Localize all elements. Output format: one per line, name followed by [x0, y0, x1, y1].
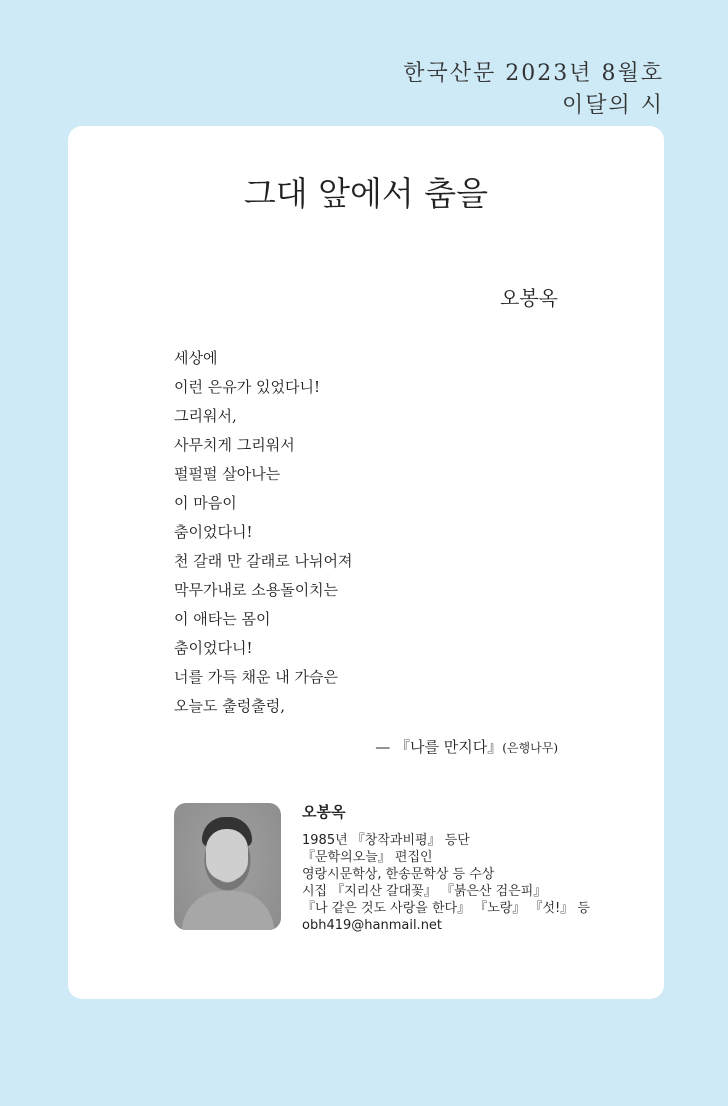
poem-line: 춤이었다니!	[174, 639, 253, 657]
poem-line: 세상에	[174, 349, 218, 367]
magazine-header	[403, 58, 664, 122]
poem-line: 이 애타는 몸이	[174, 610, 271, 628]
bio-line: 『나 같은 것도 사랑을 한다』 『노랑』 『섯!』 등	[302, 901, 590, 916]
poem-line: 춤이었다니!	[174, 523, 253, 541]
issue-label: 한국산문 2023년 8월호	[403, 61, 664, 86]
source-publisher: (은행나무)	[502, 741, 558, 755]
poem-line: 이런 은유가 있었다니!	[174, 378, 320, 396]
poem-line: 막무가내로 소용돌이치는	[174, 581, 339, 599]
poem-line: 사무치게 그리워서	[174, 436, 295, 454]
poem-line: 오늘도 출렁출렁,	[174, 697, 285, 715]
poem-line: 펄펄펄 살아나는	[174, 465, 281, 483]
poem-source	[375, 736, 558, 757]
bio-line: 1985년 『창작과비평』 등단	[302, 833, 470, 848]
author-bio	[302, 804, 590, 934]
bio-line: 『문학의오늘』 편집인	[302, 850, 433, 865]
bio-name: 오봉옥	[302, 803, 346, 821]
bio-line: 영랑시문학상, 한송문학상 등 수상	[302, 867, 495, 882]
poem-line: 너를 가득 채운 내 가슴은	[174, 668, 338, 686]
bio-line: 시집 『지리산 갈대꽃』 『붉은산 검은피』	[302, 884, 547, 899]
poem-author: 오봉옥	[500, 286, 558, 310]
poem-line: 그리워서,	[174, 407, 237, 425]
section-label: 이달의 시	[561, 93, 664, 118]
poem-body	[174, 344, 352, 721]
source-book: — 『나를 만지다』	[375, 738, 503, 756]
author-photo	[174, 803, 281, 930]
poem-title: 그대 앞에서 춤을	[243, 174, 489, 213]
bio-email: obh419@hanmail.net	[302, 918, 443, 933]
poem-line: 이 마음이	[174, 494, 237, 512]
poem-card	[68, 126, 664, 999]
poem-line: 천 갈래 만 갈래로 나뉘어져	[174, 552, 353, 570]
